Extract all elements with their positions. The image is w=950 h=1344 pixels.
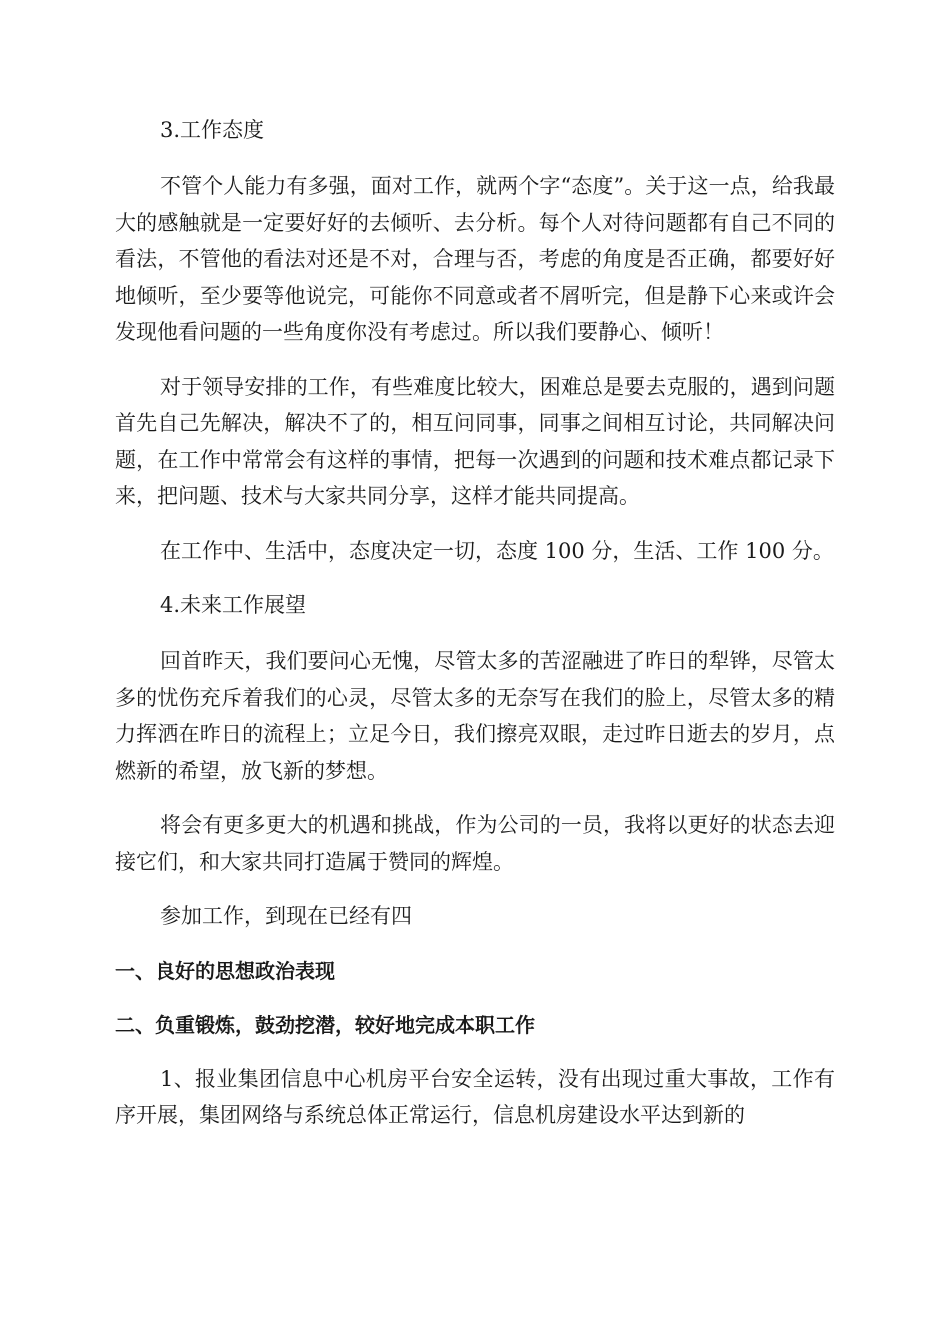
paragraph: 1、报业集团信息中心机房平台安全运转，没有出现过重大事故，工作有序开展，集团网络与系统总体正常运行，信息机房建设水平达到新的 <box>115 1066 835 1127</box>
bold-heading-duties: 二、负重锻炼，鼓劲挖潜，较好地完成本职工作 <box>115 1012 535 1037</box>
bold-heading-political: 一、良好的思想政治表现 <box>115 958 335 983</box>
paragraph: 将会有更多更大的机遇和挑战，作为公司的一员，我将以更好的状态去迎接它们，和大家共同打造属于赞同的辉煌。 <box>115 813 835 874</box>
section-heading-future-outlook: 4.未来工作展望 <box>160 593 307 617</box>
paragraph: 对于领导安排的工作，有些难度比较大，困难总是要去克服的，遇到问题首先自己先解决，解决不了的，相互问同事，同事之间相互讨论，共同解决问题，在工作中常常会有这样的事情，把每一次遇到的问题和技术难点都记录下来，把问题、技术与大家共同分享，这样才能共同提高。 <box>115 374 835 508</box>
paragraph: 不管个人能力有多强，面对工作，就两个字“态度”。关于这一点，给我最大的感触就是一定要好好的去倾听、去分析。每个人对待问题都有自己不同的看法，不管他的看法对还是不对，合理与否，考虑的角度是否正确，都要好好地倾听，至少要等他说完，可能你不同意或者不屑听完，但是静下心来或许会发现他看问题的一些角度你没有考虑过。所以我们要静心、倾听！ <box>115 174 835 344</box>
paragraph: 回首昨天，我们要问心无愧，尽管太多的苦涩融进了昨日的犁铧，尽管太多的忧伤充斥着我们的心灵，尽管太多的无奈写在我们的脸上，尽管太多的精力挥洒在昨日的流程上；立足今日，我们擦亮双眼，走过昨日逝去的岁月，点燃新的希望，放飞新的梦想。 <box>115 649 835 783</box>
document-page <box>115 112 835 1152</box>
paragraph: 参加工作，到现在已经有四 <box>160 904 412 928</box>
section-heading-work-attitude: 3.工作态度 <box>160 118 265 142</box>
paragraph: 在工作中、生活中，态度决定一切，态度 100 分，生活、工作 100 分。 <box>160 538 834 563</box>
